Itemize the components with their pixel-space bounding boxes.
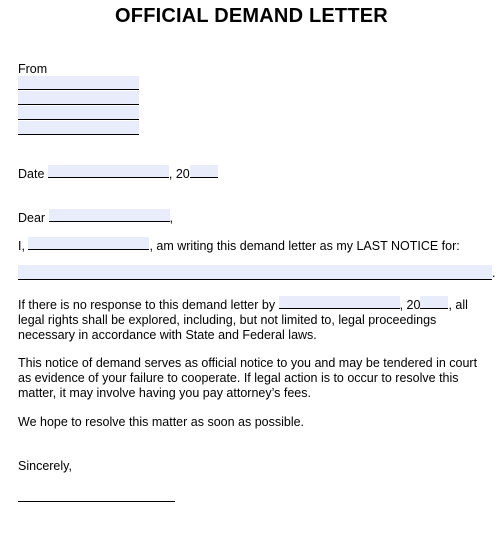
date-row [18,165,218,182]
response-deadline-paragraph [18,296,488,343]
para1-rest: legal rights shall be explored, including, but not limited to, legal proceedings necessary in accordance with State and Federal laws. [18,313,437,342]
intro-row [18,237,460,254]
from-label: From [18,62,48,76]
document-title: OFFICIAL DEMAND LETTER [115,5,388,27]
date-year-prefix: , 20 [168,167,190,181]
intro-suffix: , am writing this demand letter as my LAST NOTICE for: [149,239,460,253]
intro-prefix: I, [18,239,25,253]
from-line-1-field[interactable] [18,76,139,90]
dear-row [18,209,173,226]
from-line-4-field[interactable] [18,121,139,135]
dear-suffix: , [169,211,174,225]
para1-prefix: If there is no response to this demand letter by [18,298,276,312]
date-year-field[interactable] [190,165,218,178]
dear-label: Dear [18,211,46,225]
closing-text: Sincerely, [18,459,72,473]
signature-line[interactable] [18,501,175,502]
recipient-name-field[interactable] [49,209,170,222]
notice-end-period: . [492,266,496,280]
sender-name-field[interactable] [28,237,149,250]
date-field[interactable] [48,165,169,178]
para1-after: , all [448,298,468,312]
from-line-3-field[interactable] [18,106,139,120]
from-line-2-field[interactable] [18,91,139,105]
para1-mid: , 20 [399,298,421,312]
notice-reason-field[interactable] [18,265,492,280]
deadline-year-field[interactable] [420,296,448,309]
notice-paragraph: This notice of demand serves as official notice to you and may be tendered in court as evidence of your failure to cooperate. If legal action is to occur to resolve this matter, it may involve having you pay attorney’s fees. [18,356,478,400]
deadline-date-field[interactable] [279,296,400,309]
date-label: Date [18,167,45,181]
resolve-paragraph: We hope to resolve this matter as soon as possible. [18,415,305,429]
